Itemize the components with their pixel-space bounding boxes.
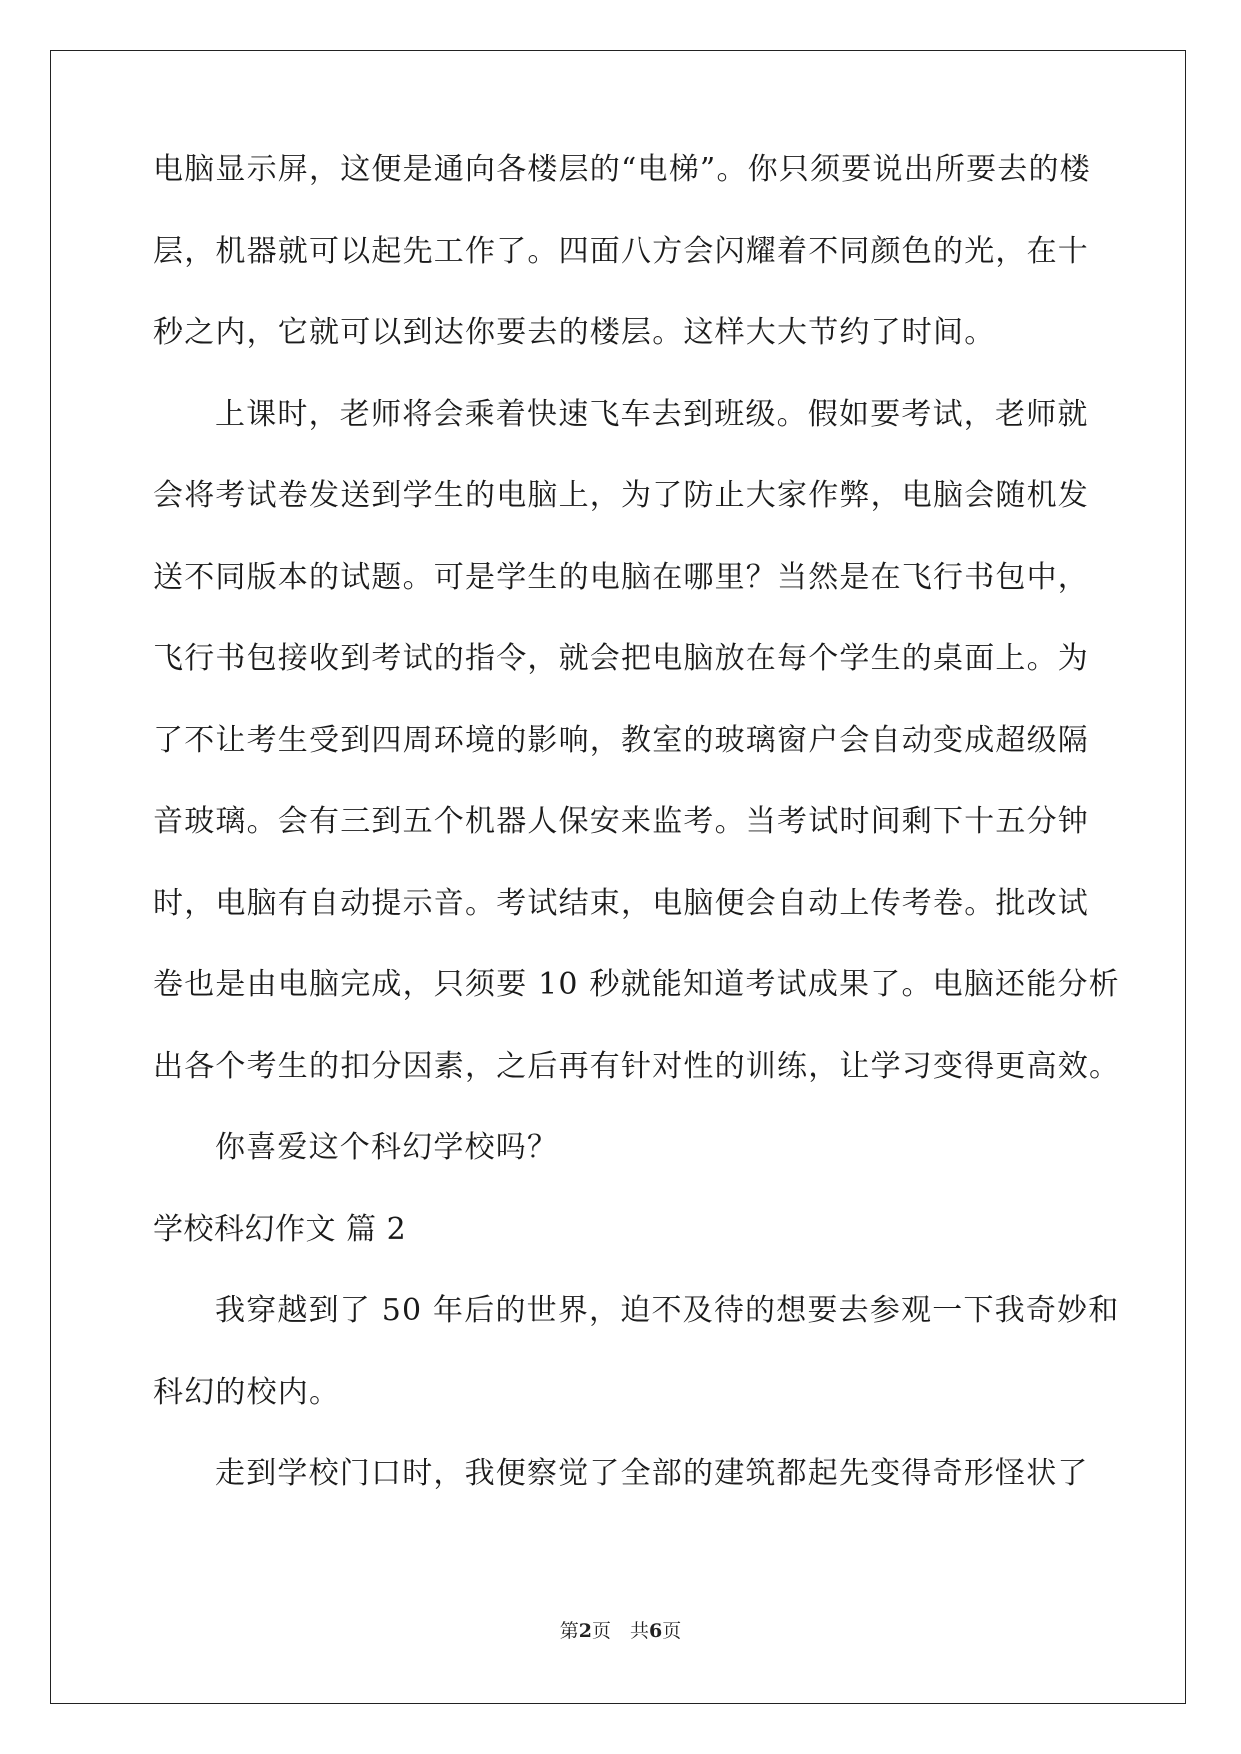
text-line: 卷也是由电脑完成，只须要 10 秒就能知道考试成果了。电脑还能分析 [153,967,1120,1002]
text-line: 会将考试卷发送到学生的电脑上，为了防止大家作弊，电脑会随机发 [153,478,1089,513]
current-page-number: 2 [578,1620,592,1642]
footer-prefix: 第 [559,1620,579,1642]
text-line: 走到学校门口时，我便察觉了全部的建筑都起先变得奇形怪状了 [215,1456,1089,1491]
text-line: 飞行书包接收到考试的指令，就会把电脑放在每个学生的桌面上。为 [153,641,1089,676]
text-line: 秒之内，它就可以到达你要去的楼层。这样大大节约了时间。 [153,315,996,350]
text-line: 上课时，老师将会乘着快速飞车去到班级。假如要考试，老师就 [215,396,1089,432]
text-line: 层，机器就可以起先工作了。四面八方会闪耀着不同颜色的光，在十 [153,233,1089,269]
text-line: 送不同版本的试题。可是学生的电脑在哪里？当然是在飞行书包中， [153,559,1089,595]
text-line: 电脑显示屏，这便是通向各楼层的“电梯”。你只须要说出所要去的楼 [153,152,1091,187]
text-line: 音玻璃。会有三到五个机器人保安来监考。当考试时间剩下十五分钟 [153,804,1089,839]
text-line: 时，电脑有自动提示音。考试结束，电脑便会自动上传考卷。批改试 [153,885,1089,921]
footer-middle: 页 共 [591,1620,649,1642]
document-body [153,150,1121,1536]
text-line: 了不让考生受到四周环境的影响，教室的玻璃窗户会自动变成超级隔 [153,722,1089,758]
text-line: 你喜爱这个科幻学校吗？ [215,1130,559,1165]
section-heading: 学校科幻作文 篇 2 [153,1211,407,1247]
text-line: 出各个考生的扣分因素，之后再有针对性的训练，让学习变得更高效。 [153,1048,1121,1084]
footer-suffix: 页 [662,1620,682,1642]
page-footer [0,1616,1241,1643]
text-line: 科幻的校内。 [153,1374,341,1410]
text-line: 我穿越到了 50 年后的世界，迫不及待的想要去参观一下我奇妙和 [215,1293,1120,1328]
total-page-number: 6 [649,1620,663,1642]
